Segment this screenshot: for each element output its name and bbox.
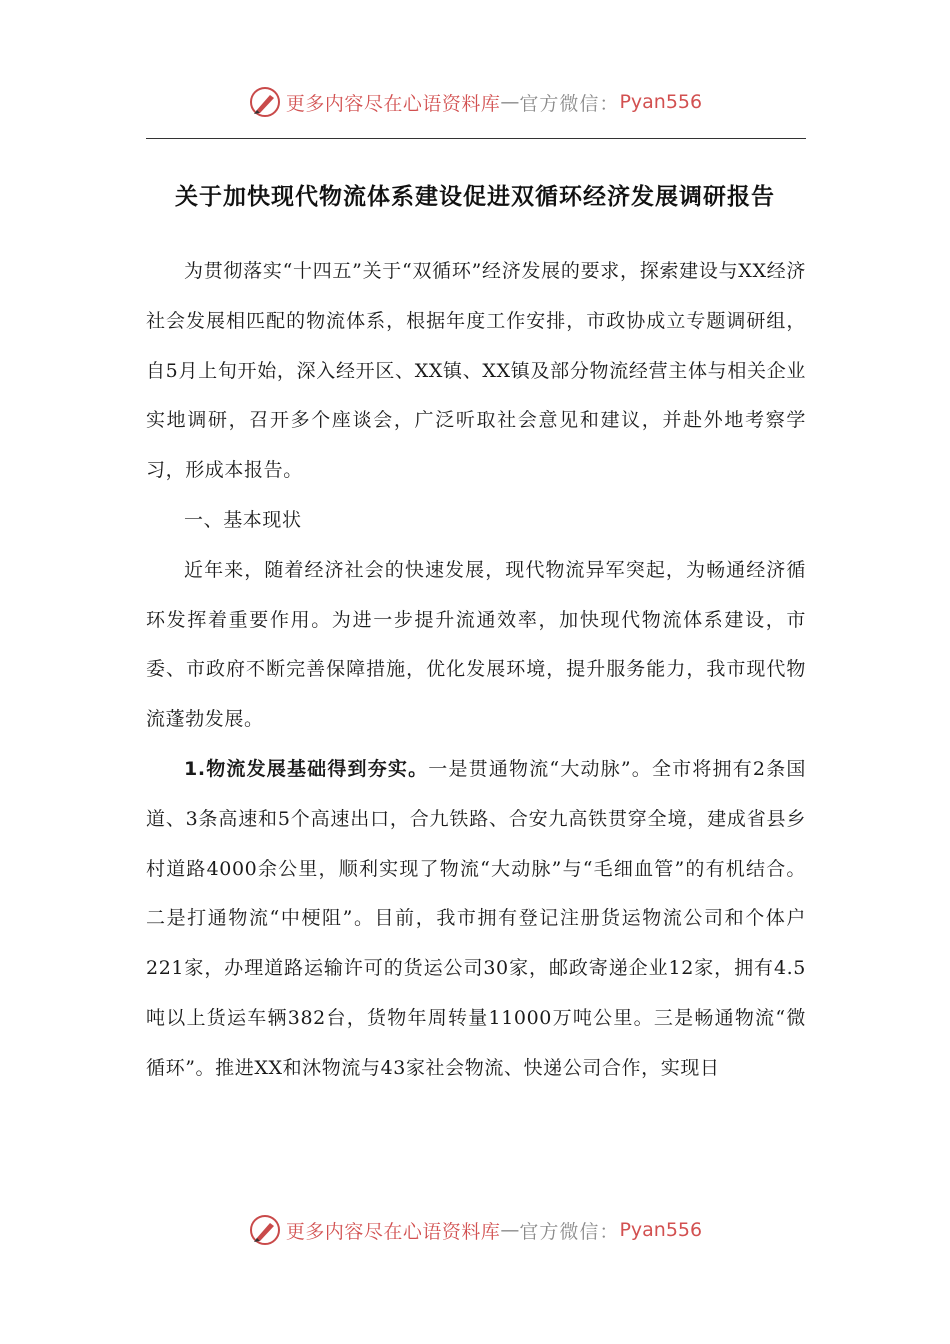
header-banner <box>0 82 950 122</box>
point-body: 一是贯通物流“大动脉”。全市将拥有2条国道、3条高速和5个高速出口，合九铁路、合安九高铁贯穿全境，建成省县乡村道路4000余公里，顺利实现了物流“大动脉”与“毛细血管”的有机结合。二是打通物流“中梗阻”。目前，我市拥有登记注册货运物流公司和个体户221家，办理道路运输许可的货运公司30家，邮政寄递企业12家，拥有4.5吨以上货运车辆382台，货物年周转量11000万吨公里。三是畅通物流“微循环”。推进XX和沐物流与43家社会物流、快递公司合作，实现日 <box>146 757 806 1079</box>
section-heading: 一、基本现状 <box>184 508 302 531</box>
point-heading: 1.物流发展基础得到夯实。 <box>184 757 429 780</box>
banner-text: 更多内容尽在心语资料库 <box>285 1220 501 1243</box>
banner-wechat-id: Pyan556 <box>619 91 703 113</box>
point-paragraph <box>146 745 806 1094</box>
banner-wechat-id: Pyan556 <box>619 1219 703 1241</box>
banner-separator: — <box>500 1219 520 1241</box>
section-paragraph: 近年来，随着经济社会的快速发展，现代物流异军突起，为畅通经济循环发挥着重要作用。为进一步提升流通效率，加快现代物流体系建设，市委、市政府不断完善保障措施，优化发展环境，提升服务能力，我市现代物流蓬勃发展。 <box>146 558 806 731</box>
document-body <box>146 247 806 1094</box>
header-divider <box>146 138 806 139</box>
banner-text: 更多内容尽在心语资料库 <box>285 92 501 115</box>
pen-logo-icon <box>248 1213 282 1247</box>
banner-wechat-label: 官方微信： <box>519 1220 620 1243</box>
pen-logo-icon <box>248 85 282 119</box>
footer-banner <box>0 1210 950 1250</box>
banner-wechat-label: 官方微信： <box>519 92 620 115</box>
banner-separator: — <box>500 91 520 113</box>
intro-paragraph: 为贯彻落实“十四五”关于“双循环”经济发展的要求，探索建设与XX经济社会发展相匹配的物流体系，根据年度工作安排，市政协成立专题调研组，自5月上旬开始，深入经开区、XX镇、XX镇及部分物流经营主体与相关企业实地调研，召开多个座谈会，广泛听取社会意见和建议，并赴外地考察学习，形成本报告。 <box>146 260 806 482</box>
document-title: 关于加快现代物流体系建设促进双循环经济发展调研报告 <box>175 184 775 210</box>
